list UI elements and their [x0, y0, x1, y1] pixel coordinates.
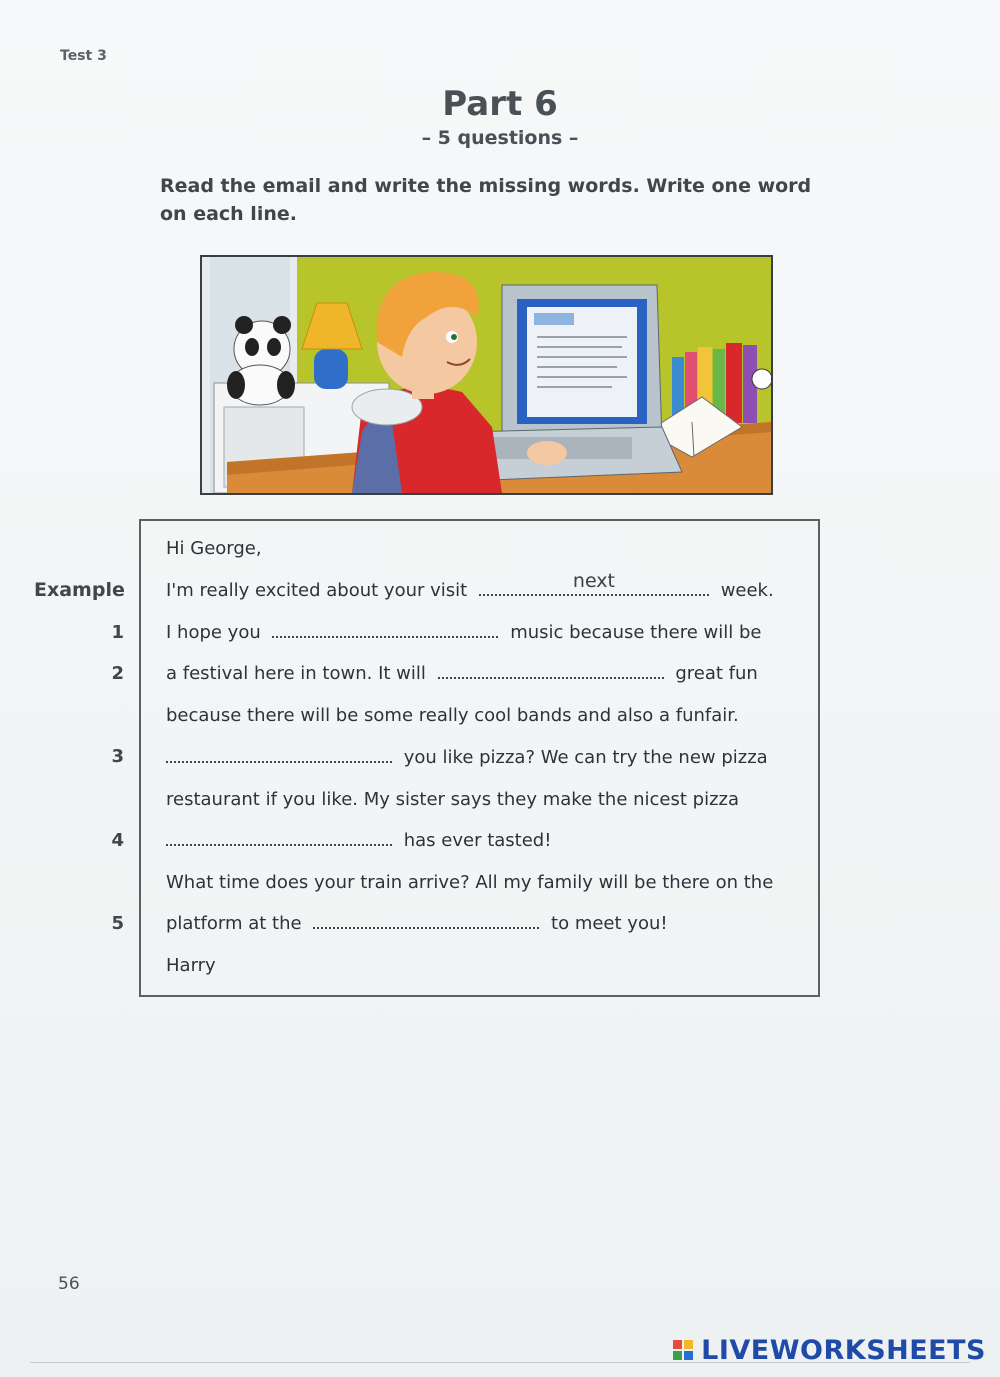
liveworksheets-brand[interactable] [673, 1335, 986, 1366]
email-line-plain: because there will be some really cool bands and also a funfair. [166, 705, 739, 726]
email-greeting: Hi George, [166, 538, 262, 559]
line-text-after: great fun [675, 663, 758, 684]
part-subtitle: – 5 questions – [421, 127, 579, 149]
instructions: Read the email and write the missing words. Write one word on each line. [160, 175, 812, 225]
email-line-3 [166, 747, 768, 768]
email-line-5 [166, 913, 668, 934]
email-line-1 [166, 622, 761, 643]
line-text-after: to meet you! [551, 913, 668, 934]
answer-blank-2[interactable] [438, 663, 664, 679]
line-text-after: you like pizza? We can try the new pizza [403, 747, 768, 768]
email-signature: Harry [166, 955, 216, 976]
boy-at-laptop-illustration [200, 255, 773, 495]
email-line-4 [166, 830, 551, 851]
line-text-before: I'm really excited about your visit [166, 580, 468, 601]
line-text-after: music because there will be [510, 622, 762, 643]
test-label: Test 3 [60, 48, 107, 64]
email-line-2 [166, 663, 758, 684]
line-text-after: week. [720, 580, 774, 601]
answer-blank-5[interactable] [313, 913, 539, 929]
line-text-after: has ever tasted! [403, 830, 552, 851]
line-text-before: platform at the [166, 913, 302, 934]
liveworksheets-logo-icon [673, 1340, 695, 1362]
email-line-plain: What time does your train arrive? All my family will be there on the [166, 872, 774, 893]
email-line-example [166, 570, 774, 601]
line-text-before: I hope you [166, 622, 261, 643]
example-answer: next [572, 570, 615, 592]
page-number: 56 [58, 1274, 80, 1294]
part-title: Part 6 [442, 84, 558, 124]
question-number-3: 3 [111, 746, 124, 767]
line-text-before: a festival here in town. It will [166, 663, 426, 684]
email-line-plain: restaurant if you like. My sister says they make the nicest pizza [166, 789, 740, 810]
answer-blank-3[interactable] [166, 747, 392, 763]
question-number-4: 4 [111, 830, 124, 851]
question-number-5: 5 [111, 913, 124, 934]
question-number-1: 1 [111, 622, 124, 643]
brand-text: LIVEWORKSHEETS [701, 1335, 986, 1366]
example-answer-blank [479, 570, 709, 596]
question-number-2: 2 [111, 663, 124, 684]
answer-blank-4[interactable] [166, 830, 392, 846]
example-label: Example [34, 579, 125, 601]
answer-blank-1[interactable] [272, 622, 498, 638]
